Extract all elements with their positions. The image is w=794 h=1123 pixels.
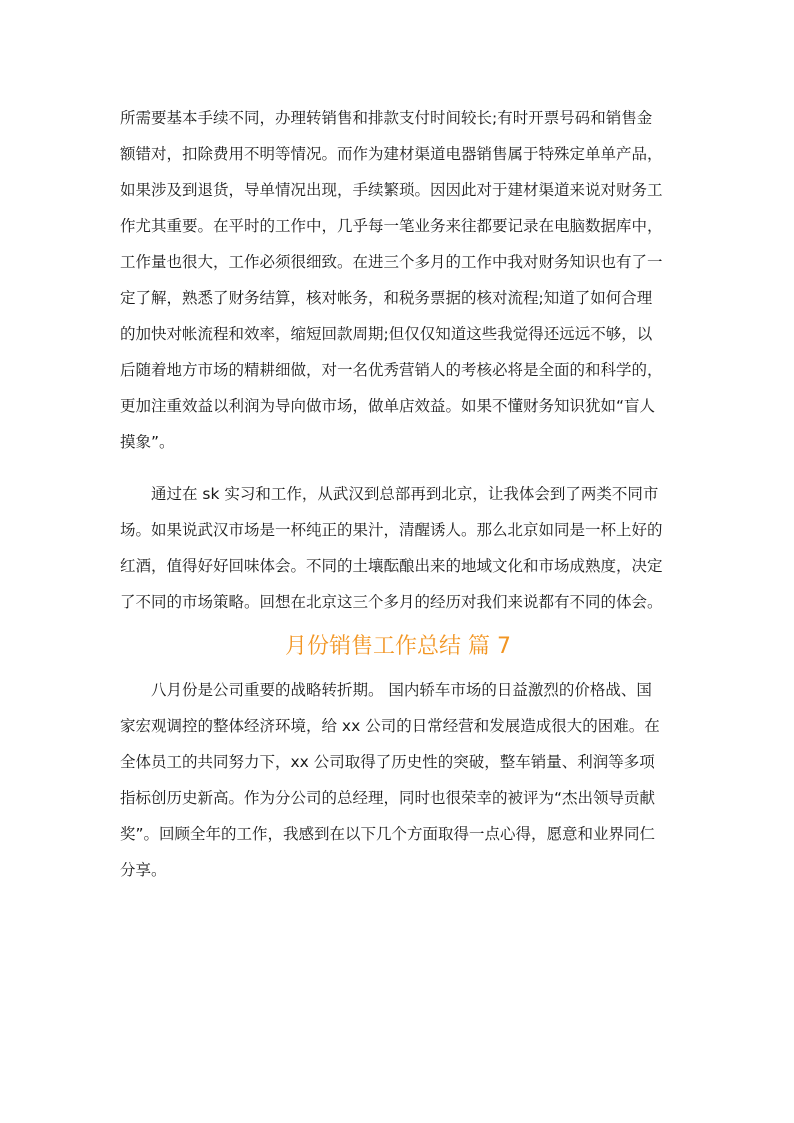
text-line: 额错对，扣除费用不明等情况。而作为建材渠道电器销售属于特殊定单单产品，	[120, 145, 663, 163]
text-line: 更加注重效益以利润为导向做市场，做单店效益。如果不懂财务知识犹如“盲人	[120, 397, 656, 415]
text-line: 指标创历史新高。作为分公司的总经理，同时也很荣幸的被评为“杰出领导贡献	[120, 789, 656, 807]
text-line: 作尤其重要。在平时的工作中，几乎每一笔业务来往都要记录在电脑数据库中，	[120, 217, 663, 235]
text-line: 工作量也很大，工作必须很细致。在进三个多月的工作中我对财务知识也有了一	[120, 253, 663, 271]
paragraph-spacer	[120, 460, 676, 476]
document-page	[120, 100, 676, 888]
text-line: 场。如果说武汉市场是一杯纯正的果汁，清醒诱人。那么北京如同是一杯上好的	[120, 521, 663, 539]
text-line: 摸象”。	[120, 433, 175, 451]
text-line: 如果涉及到退货，导单情况出现，手续繁琐。因因此对于建材渠道来说对财务工	[120, 181, 663, 199]
text-line: 后随着地方市场的精耕细做，对一名优秀营销人的考核必将是全面的和科学的，	[120, 361, 663, 379]
text-line: 全体员工的共同努力下，xx 公司取得了历史性的突破，整车销量、利润等多项	[120, 753, 655, 771]
text-line: 奖”。回顾全年的工作，我感到在以下几个方面取得一点心得，愿意和业界同仁	[120, 825, 656, 843]
text-line: 家宏观调控的整体经济环境，给 xx 公司的日常经营和发展造成很大的困难。在	[120, 717, 660, 735]
text-line: 红酒，值得好好回味体会。不同的土壤酝酿出来的地域文化和市场成熟度，决定	[120, 557, 663, 575]
text-line: 所需要基本手续不同，办理转销售和排款支付时间较长;有时开票号码和销售金	[120, 109, 653, 127]
paragraph-market-experience	[120, 476, 676, 620]
paragraph-august-summary	[120, 672, 676, 888]
text-line: 了不同的市场策略。回想在北京这三个多月的经历对我们来说都有不同的体会。	[120, 593, 663, 611]
text-line: 的加快对帐流程和效率，缩短回款周期;但仅仅知道这些我觉得还远远不够，以	[120, 325, 653, 343]
text-line: 定了解，熟悉了财务结算，核对帐务，和税务票据的核对流程;知道了如何合理	[120, 289, 653, 307]
paragraph-financial-work	[120, 100, 676, 460]
text-line: 通过在 sk 实习和工作，从武汉到总部再到北京，让我体会到了两类不同市	[151, 485, 659, 503]
text-line: 分享。	[120, 861, 167, 879]
section-title: 月份销售工作总结 篇 7	[285, 634, 511, 659]
text-line: 八月份是公司重要的战略转折期。 国内轿车市场的日益激烈的价格战、国	[151, 681, 652, 699]
